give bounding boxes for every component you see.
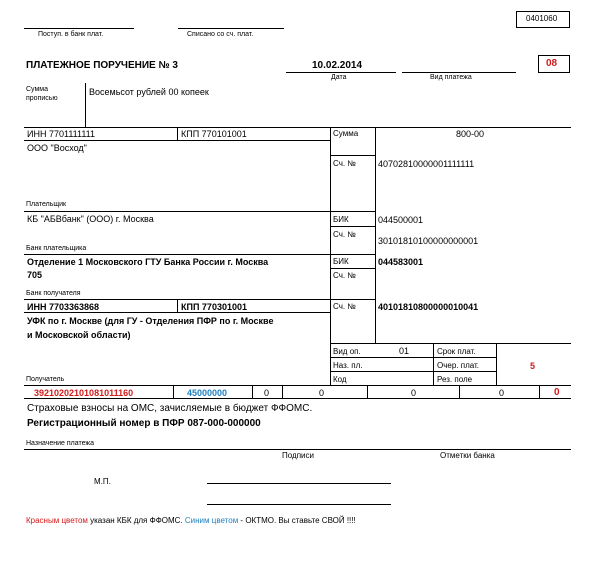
tax-field-2: 0 bbox=[319, 388, 325, 398]
grid-line-7 bbox=[24, 398, 571, 399]
note-blue-part: Синим цветом bbox=[184, 516, 239, 525]
note-red-part: Красным цветом bbox=[26, 516, 88, 525]
recipient-kpp: КПП 770301001 bbox=[181, 302, 247, 312]
payer-account-value: 40702810000001111111 bbox=[378, 159, 475, 169]
op-type-value: 01 bbox=[399, 346, 410, 356]
received-label: Поступ. в банк плат. bbox=[38, 31, 104, 38]
details-line-2 bbox=[330, 371, 496, 372]
op-type-label: Вид оп. bbox=[333, 347, 361, 356]
note-part-1: указан КБК для ФФОМС. bbox=[87, 516, 185, 525]
debited-label: Списано со сч. плат. bbox=[187, 31, 254, 38]
reserve-label: Рез. поле bbox=[437, 375, 473, 384]
stamp-label: М.П. bbox=[94, 477, 111, 486]
amount-words-divider bbox=[85, 83, 86, 127]
payer-bank-bik-label: БИК bbox=[333, 215, 349, 224]
recipient-bank-bik-value: 044583001 bbox=[378, 257, 424, 267]
details-line-1 bbox=[330, 357, 496, 358]
tax-field-5: 0 bbox=[554, 387, 560, 398]
recipient-bank-name-1: Отделение 1 Московского ГТУ Банка России г. Москва bbox=[27, 257, 269, 267]
recipient-name-2: и Московской области) bbox=[27, 330, 131, 340]
payment-type-label: Вид платежа bbox=[430, 74, 472, 81]
page-title: ПЛАТЕЖНОЕ ПОРУЧЕНИЕ № 3 bbox=[26, 60, 178, 71]
recipient-name-1: УФК по г. Москве (для ГУ - Отделения ПФР по г. Москве bbox=[27, 316, 274, 326]
amount-words-label-2: прописью bbox=[26, 95, 58, 102]
priority-value: 5 bbox=[530, 361, 536, 371]
recipient-bank-bik-label: БИК bbox=[333, 257, 349, 266]
payer-bank-account-label: Сч. № bbox=[333, 230, 356, 239]
recipient-account-value: 40101810800000010041 bbox=[378, 302, 479, 312]
payer-bank-name: КБ "АБВбанк" (ООО) г. Москва bbox=[27, 214, 154, 224]
date-label: Дата bbox=[331, 74, 347, 81]
purpose-code-label: Наз. пл. bbox=[333, 361, 363, 370]
payer-account-label: Сч. № bbox=[333, 159, 356, 168]
debited-line bbox=[178, 28, 284, 29]
tax-divider-2 bbox=[252, 385, 253, 398]
value-divider bbox=[375, 127, 376, 343]
signature-line-1 bbox=[207, 483, 391, 484]
priority-label: Очер. плат. bbox=[437, 361, 480, 370]
grid-line-1 bbox=[24, 127, 571, 128]
payment-type-line bbox=[402, 72, 516, 73]
note-part-2: - ОКТМО. Вы ставьте СВОЙ !!!! bbox=[238, 516, 356, 525]
inn-kpp-divider bbox=[177, 127, 178, 140]
sum-value: 800-00 bbox=[456, 129, 485, 139]
recipient-inn: ИНН 7703363868 bbox=[27, 302, 100, 312]
grid-line-5 bbox=[24, 299, 375, 300]
payer-kpp: КПП 770101001 bbox=[181, 129, 247, 139]
due-label: Срок плат. bbox=[437, 347, 476, 356]
recipient-label: Получатель bbox=[26, 376, 65, 383]
bank-marks-label: Отметки банка bbox=[440, 451, 495, 460]
purpose-line-1: Страховые взносы на ОМС, зачисляемые в бюджет ФФОМС. bbox=[27, 403, 313, 414]
date-line bbox=[286, 72, 396, 73]
order-date: 10.02.2014 bbox=[312, 60, 363, 71]
grid-line-8 bbox=[24, 449, 571, 450]
signatures-label: Подписи bbox=[282, 451, 314, 460]
sum-label: Сумма bbox=[333, 129, 359, 138]
purpose-line-2: Регистрационный номер в ПФР 087-000-000000 bbox=[27, 418, 261, 429]
payer-bank-bik-value: 044500001 bbox=[378, 215, 424, 225]
payer-bank-label: Банк плательщика bbox=[26, 245, 87, 252]
recipient-inn-line bbox=[24, 312, 331, 313]
code-label: Код bbox=[333, 375, 347, 384]
recipient-account-label: Сч. № bbox=[333, 302, 356, 311]
grid-line-3 bbox=[24, 211, 375, 212]
tax-divider-3 bbox=[282, 385, 283, 398]
payer-bank-account-value: 30101810100000000001 bbox=[378, 236, 479, 246]
tax-divider-1 bbox=[173, 385, 174, 398]
kbk-value: 39210202101081011160 bbox=[34, 388, 134, 398]
signature-line-2 bbox=[207, 504, 391, 505]
recipient-bank-name-2: 705 bbox=[27, 270, 43, 280]
details-top-line bbox=[330, 343, 571, 344]
payer-inn: ИНН 7701111111 bbox=[27, 129, 96, 139]
tax-field-4: 0 bbox=[499, 388, 505, 398]
purpose-label: Назначение платежа bbox=[26, 440, 94, 447]
received-line bbox=[24, 28, 134, 29]
details-divider-1 bbox=[433, 343, 434, 385]
grid-line-2 bbox=[24, 140, 331, 141]
note bbox=[26, 516, 356, 525]
recipient-inn-kpp-divider bbox=[177, 299, 178, 312]
tax-field-1: 0 bbox=[264, 388, 270, 398]
grid-line-6 bbox=[24, 385, 571, 386]
amount-words-label-1: Сумма bbox=[26, 86, 48, 93]
details-divider-2 bbox=[496, 343, 497, 385]
tax-divider-4 bbox=[367, 385, 368, 398]
status-code: 08 bbox=[546, 58, 558, 69]
payer-label: Плательщик bbox=[26, 201, 67, 208]
tax-divider-6 bbox=[539, 385, 540, 398]
main-divider bbox=[330, 127, 331, 385]
form-code: 0401060 bbox=[526, 14, 558, 23]
sum-line bbox=[330, 155, 375, 156]
oktmo-value: 45000000 bbox=[187, 388, 228, 398]
bik-line bbox=[330, 226, 375, 227]
grid-line-4 bbox=[24, 254, 375, 255]
amount-words-value: Восемьсот рублей 00 копеек bbox=[89, 87, 209, 97]
recipient-bik-line bbox=[330, 268, 375, 269]
recipient-bank-label: Банк получателя bbox=[26, 290, 81, 297]
tax-divider-5 bbox=[459, 385, 460, 398]
payer-name: ООО "Восход" bbox=[27, 143, 87, 153]
tax-field-3: 0 bbox=[411, 388, 417, 398]
recipient-bank-account-label: Сч. № bbox=[333, 271, 356, 280]
